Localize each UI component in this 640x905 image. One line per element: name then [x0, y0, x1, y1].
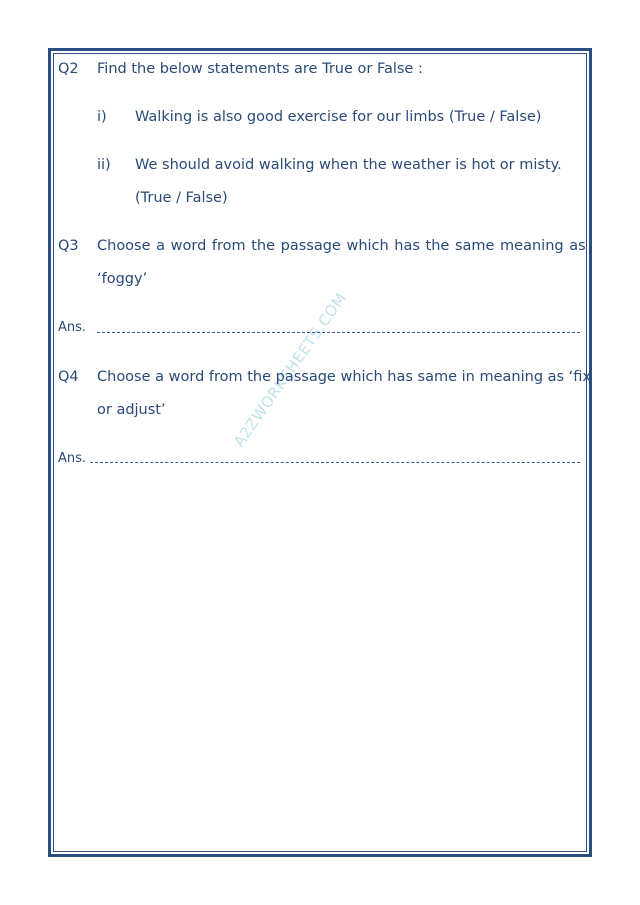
answer-line[interactable]: [90, 462, 580, 463]
question-text: Choose a word from the passage which has same in meaning as ‘fix: [97, 369, 591, 385]
question-label: Q3: [58, 238, 79, 254]
question-text: Find the below statements are True or False :: [97, 61, 423, 77]
item-label: ii): [97, 157, 111, 173]
watermark: A2ZWORKSHEETS.COM: [230, 289, 351, 451]
answer-label: Ans.: [58, 320, 87, 335]
item-text: Walking is also good exercise for our limbs (True / False): [135, 109, 542, 125]
question-text-cont: or adjust’: [97, 402, 166, 418]
item-text-cont: (True / False): [135, 190, 228, 206]
answer-label: Ans.: [58, 451, 87, 466]
item-label: i): [97, 109, 107, 125]
answer-line[interactable]: [97, 332, 580, 333]
question-text-cont: ‘foggy’: [97, 271, 148, 287]
item-text: We should avoid walking when the weather is hot or misty.: [135, 157, 562, 173]
question-text: Choose a word from the passage which has the same meaning as: [97, 238, 586, 254]
question-label: Q4: [58, 369, 79, 385]
question-label: Q2: [58, 61, 79, 77]
